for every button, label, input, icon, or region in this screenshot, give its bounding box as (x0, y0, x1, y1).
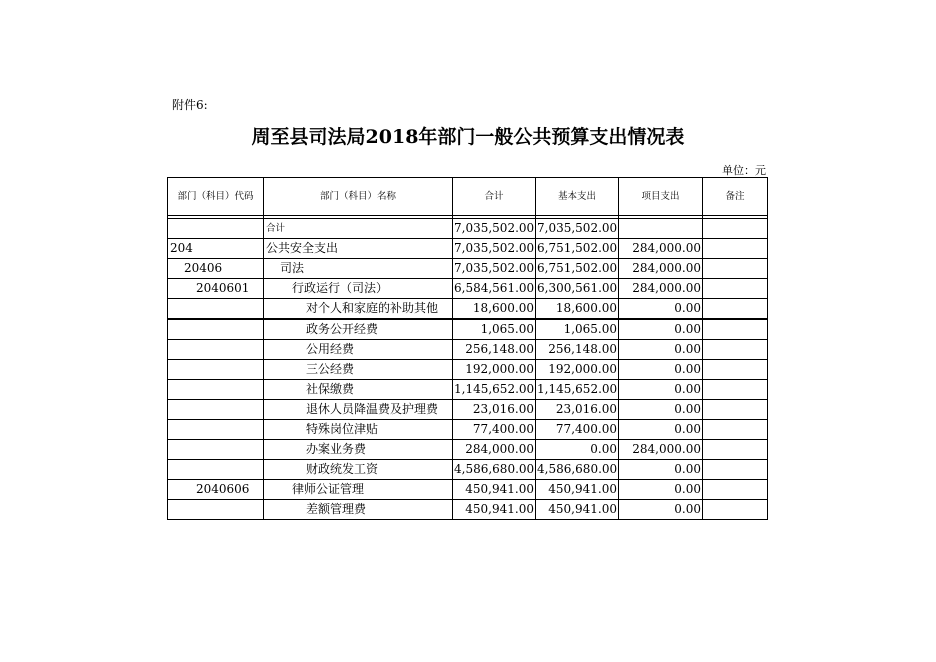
header-project: 项目支出 (619, 178, 703, 216)
table-row (168, 340, 768, 360)
table-row (168, 420, 768, 440)
table-row (168, 380, 768, 400)
name-cell: 行政运行（司法） (264, 279, 453, 299)
note-cell (703, 380, 768, 400)
table-row (168, 480, 768, 500)
code-cell (168, 400, 264, 420)
note-cell (703, 319, 768, 340)
table-row (168, 500, 768, 520)
header-name: 部门（科目）名称 (264, 178, 453, 216)
note-cell (703, 400, 768, 420)
total-cell: 7,035,502.00 (453, 239, 536, 259)
project-cell: 0.00 (619, 380, 703, 400)
code-cell (168, 219, 264, 239)
name-cell: 三公经费 (264, 360, 453, 380)
total-cell: 7,035,502.00 (453, 259, 536, 279)
project-cell: 0.00 (619, 400, 703, 420)
basic-cell: 0.00 (536, 440, 619, 460)
basic-cell: 1,145,652.00 (536, 380, 619, 400)
table-row (168, 239, 768, 259)
name-cell: 律师公证管理 (264, 480, 453, 500)
code-cell (168, 460, 264, 480)
code-cell (168, 319, 264, 340)
note-cell (703, 239, 768, 259)
code-cell (168, 360, 264, 380)
project-cell: 284,000.00 (619, 440, 703, 460)
total-cell: 450,941.00 (453, 480, 536, 500)
name-cell: 退休人员降温费及护理费 (264, 400, 453, 420)
table-row (168, 299, 768, 320)
basic-cell: 6,751,502.00 (536, 259, 619, 279)
basic-cell: 1,065.00 (536, 319, 619, 340)
code-cell (168, 440, 264, 460)
table-row (168, 319, 768, 340)
total-cell: 284,000.00 (453, 440, 536, 460)
note-cell (703, 360, 768, 380)
total-cell: 1,145,652.00 (453, 380, 536, 400)
project-cell: 0.00 (619, 299, 703, 320)
name-cell: 对个人和家庭的补助其他 (264, 299, 453, 320)
project-cell: 284,000.00 (619, 239, 703, 259)
basic-cell: 450,941.00 (536, 480, 619, 500)
basic-cell: 23,016.00 (536, 400, 619, 420)
note-cell (703, 500, 768, 520)
basic-cell: 450,941.00 (536, 500, 619, 520)
name-cell: 差额管理费 (264, 500, 453, 520)
name-cell: 公用经费 (264, 340, 453, 360)
name-cell: 社保缴费 (264, 380, 453, 400)
name-cell: 司法 (264, 259, 453, 279)
code-cell (168, 380, 264, 400)
basic-cell: 6,300,561.00 (536, 279, 619, 299)
code-cell (168, 500, 264, 520)
unit-label: 单位：元 (722, 164, 766, 177)
basic-cell: 7,035,502.00 (536, 219, 619, 239)
name-cell: 财政统发工资 (264, 460, 453, 480)
note-cell (703, 340, 768, 360)
total-cell: 23,016.00 (453, 400, 536, 420)
project-cell (619, 219, 703, 239)
project-cell: 0.00 (619, 480, 703, 500)
basic-cell: 18,600.00 (536, 299, 619, 320)
basic-cell: 256,148.00 (536, 340, 619, 360)
budget-table (167, 177, 768, 520)
project-cell: 284,000.00 (619, 259, 703, 279)
code-cell: 20406 (168, 259, 264, 279)
note-cell (703, 420, 768, 440)
table-row (168, 279, 768, 299)
basic-cell: 192,000.00 (536, 360, 619, 380)
header-basic: 基本支出 (536, 178, 619, 216)
note-cell (703, 460, 768, 480)
basic-cell: 77,400.00 (536, 420, 619, 440)
code-cell: 2040601 (168, 279, 264, 299)
total-cell: 1,065.00 (453, 319, 536, 340)
table-row (168, 360, 768, 380)
total-cell: 7,035,502.00 (453, 219, 536, 239)
code-cell: 204 (168, 239, 264, 259)
name-cell: 合计 (264, 219, 453, 239)
table-row (168, 400, 768, 420)
header-total: 合计 (453, 178, 536, 216)
table-row (168, 219, 768, 239)
table-row (168, 460, 768, 480)
note-cell (703, 219, 768, 239)
project-cell: 0.00 (619, 500, 703, 520)
table-row (168, 440, 768, 460)
code-cell: 2040606 (168, 480, 264, 500)
table-row (168, 259, 768, 279)
project-cell: 284,000.00 (619, 279, 703, 299)
note-cell (703, 480, 768, 500)
total-cell: 256,148.00 (453, 340, 536, 360)
table-header-row (168, 178, 768, 216)
header-code: 部门（科目）代码 (168, 178, 264, 216)
code-cell (168, 299, 264, 320)
project-cell: 0.00 (619, 360, 703, 380)
name-cell: 政务公开经费 (264, 319, 453, 340)
total-cell: 450,941.00 (453, 500, 536, 520)
total-cell: 18,600.00 (453, 299, 536, 320)
name-cell: 特殊岗位津贴 (264, 420, 453, 440)
basic-cell: 4,586,680.00 (536, 460, 619, 480)
header-note: 备注 (703, 178, 768, 216)
note-cell (703, 299, 768, 320)
code-cell (168, 420, 264, 440)
basic-cell: 6,751,502.00 (536, 239, 619, 259)
total-cell: 4,586,680.00 (453, 460, 536, 480)
name-cell: 公共安全支出 (264, 239, 453, 259)
total-cell: 6,584,561.00 (453, 279, 536, 299)
total-cell: 77,400.00 (453, 420, 536, 440)
page-title: 周至县司法局2018年部门一般公共预算支出情况表 (251, 126, 685, 148)
code-cell (168, 340, 264, 360)
attachment-label: 附件6: (172, 98, 208, 112)
note-cell (703, 259, 768, 279)
total-cell: 192,000.00 (453, 360, 536, 380)
name-cell: 办案业务费 (264, 440, 453, 460)
project-cell: 0.00 (619, 340, 703, 360)
project-cell: 0.00 (619, 460, 703, 480)
note-cell (703, 440, 768, 460)
project-cell: 0.00 (619, 319, 703, 340)
project-cell: 0.00 (619, 420, 703, 440)
note-cell (703, 279, 768, 299)
